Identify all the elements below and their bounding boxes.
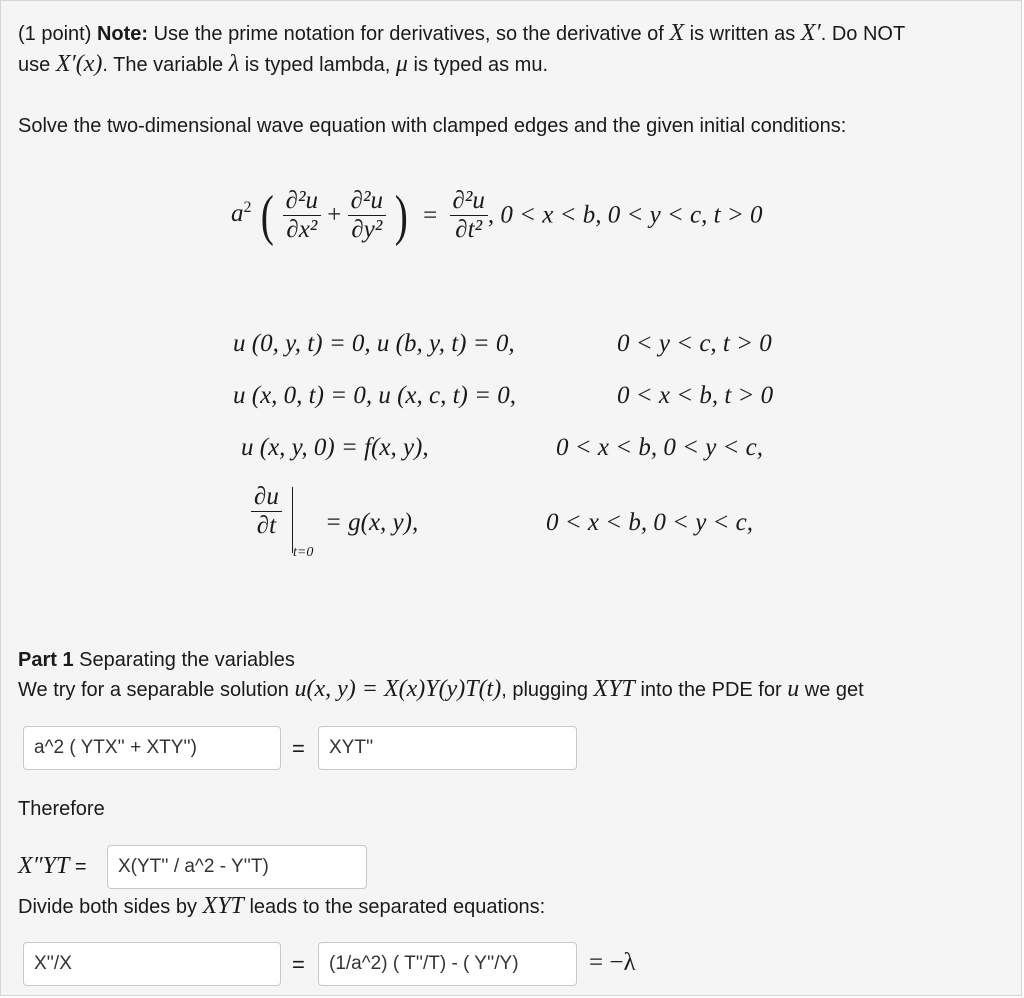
condition-2-eq: u (x, 0, t) = 0, u (x, c, t) = 0, (233, 382, 516, 409)
part1-heading (18, 648, 295, 672)
frac-den: ∂x² (283, 215, 321, 244)
separated-lhs-input[interactable]: X''/X (23, 942, 281, 986)
therefore-label: Therefore (18, 798, 105, 820)
note-text: . The variable (102, 54, 224, 76)
frac-num: ∂²u (285, 187, 319, 214)
math-X-prime: X′ (800, 20, 821, 46)
part-text: Divide both sides by (18, 896, 197, 918)
problem-statement: Solve the two-dimensional wave equation with clamped edges and the given initial conditions: (18, 115, 847, 137)
note-label: Note: (96, 23, 149, 45)
equals-sign: = (423, 201, 438, 229)
evaluation-point: t=0 (293, 545, 314, 560)
part-text: into the PDE for (640, 679, 782, 701)
note-text: Use the prime notation for derivatives, so the derivative of (153, 23, 664, 45)
left-paren: ( (260, 184, 274, 247)
math-separable-form: u(x, y) = X(x)Y(y)T(t) (294, 676, 502, 702)
neg-lambda: = −λ (589, 949, 636, 976)
part-text: We try for a separable solution (18, 679, 289, 701)
intro-line-1 (18, 21, 905, 46)
equals-sign: = (74, 856, 87, 878)
note-text: is typed as mu. (413, 54, 549, 76)
condition-1-eq: u (0, y, t) = 0, u (b, y, t) = 0, (233, 330, 515, 357)
wave-equation (231, 184, 763, 257)
pde-rhs-input[interactable]: XYT'' (318, 726, 577, 770)
part-text: , plugging (501, 679, 588, 701)
part-label: Part 1 (18, 649, 74, 671)
therefore-lhs (18, 854, 87, 879)
equals-sign: = (292, 952, 305, 977)
pde-domain: , 0 < x < b, 0 < y < c, t > 0 (487, 201, 763, 229)
frac-num: ∂u (254, 483, 279, 510)
condition-3-range: 0 < x < b, 0 < y < c, (556, 434, 764, 461)
condition-3-eq: u (x, y, 0) = f(x, y), (241, 434, 429, 461)
velocity-frac (251, 483, 282, 540)
equals-sign: = (292, 736, 305, 761)
math-mu: μ (395, 51, 408, 77)
frac-den: ∂t (251, 511, 282, 540)
points-label: (1 point) (18, 23, 92, 45)
math-u: u (787, 676, 800, 702)
condition-1-range: 0 < y < c, t > 0 (617, 330, 772, 357)
math-lambda: λ (228, 51, 240, 77)
note-text: is written as (689, 23, 796, 45)
velocity-rhs: = g(x, y), (325, 509, 419, 536)
part1-intro (18, 677, 864, 702)
frac-dudt (251, 483, 282, 540)
right-paren: ) (395, 184, 409, 247)
separated-rhs-input[interactable]: (1/a^2) ( T''/T) - ( Y''/Y) (318, 942, 577, 986)
divide-line (18, 894, 545, 919)
condition-2-range: 0 < x < b, t > 0 (617, 382, 774, 409)
math-XYT: XYT (593, 676, 635, 702)
frac-den: ∂t² (450, 215, 488, 244)
frac-num: ∂²u (452, 187, 485, 214)
frac-den: ∂y² (348, 215, 386, 244)
math-X: X (669, 20, 685, 46)
math-X-double-prime-YT: X″YT (18, 853, 70, 879)
frac-dtt (450, 187, 488, 244)
part-text: leads to the separated equations: (249, 896, 546, 918)
note-text: is typed lambda, (244, 54, 391, 76)
velocity-range: 0 < x < b, 0 < y < c, (546, 509, 754, 536)
frac-dyy (348, 187, 386, 244)
evaluation-bar (292, 487, 293, 553)
part-title: Separating the variables (79, 649, 295, 671)
math-X-prime-x: X′(x) (55, 51, 103, 77)
intro-line-2 (18, 52, 548, 77)
frac-dxx (283, 187, 321, 244)
therefore-input[interactable]: X(YT'' / a^2 - Y''T) (107, 845, 367, 889)
plus-sign: + (327, 201, 342, 229)
frac-num: ∂²u (350, 187, 383, 214)
note-text: . Do NOT (820, 23, 906, 45)
pde-coef: a (231, 200, 244, 228)
math-XYT: XYT (202, 893, 244, 919)
part-text: we get (804, 679, 864, 701)
pde-lhs-input[interactable]: a^2 ( YTX'' + XTY'') (23, 726, 281, 770)
pde-coef-exp: 2 (243, 198, 252, 216)
note-text: use (18, 54, 51, 76)
